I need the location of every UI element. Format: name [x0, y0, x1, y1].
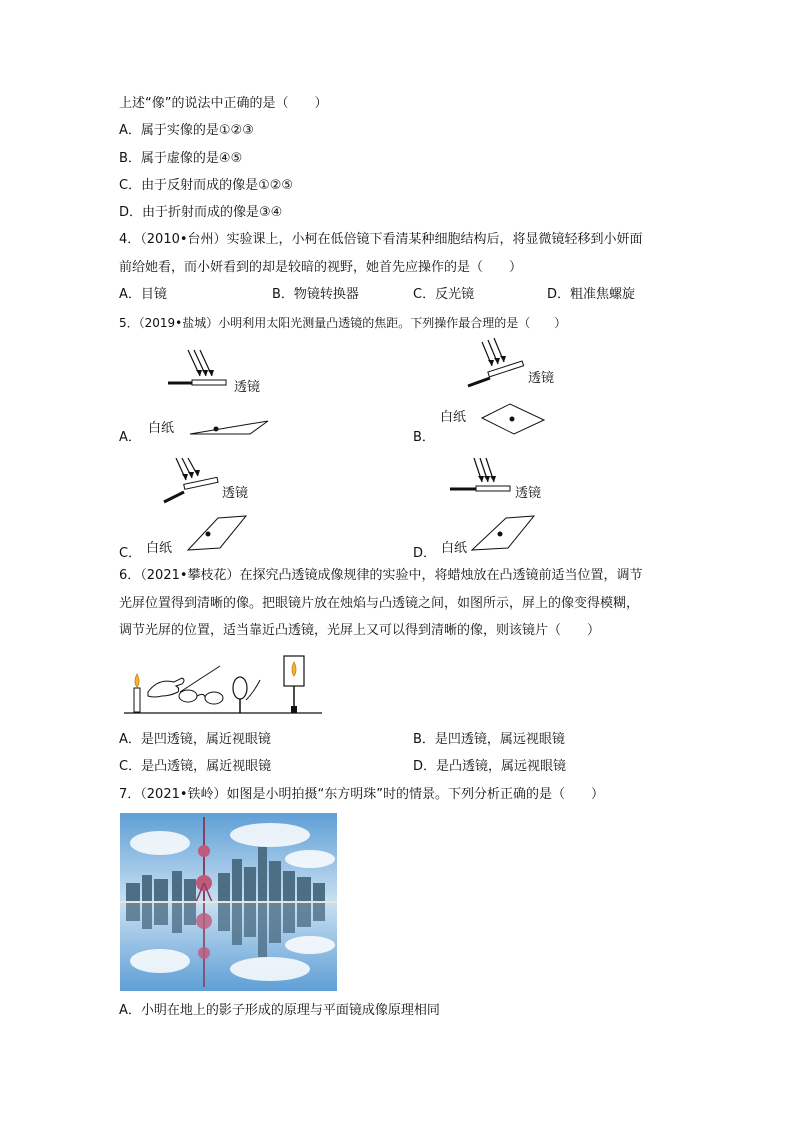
q6-option-a: A．是凹透镜，属近视眼镜 [119, 732, 271, 747]
q4-option-b: B．物镜转换器 [272, 287, 359, 302]
q5-c-lens-label: 透镜 [222, 486, 249, 501]
q4-option-d: D．粗准焦螺旋 [547, 287, 636, 302]
q5-a-letter: A． [119, 430, 141, 445]
q6-option-b: B．是凹透镜，属远视眼镜 [413, 732, 565, 747]
q5-b-letter: B． [413, 430, 435, 445]
q3-option-c: C．由于反射而成的像是①②⑤ [119, 178, 294, 193]
q6-figure-candle-lens-screen [122, 652, 328, 718]
q5-d-letter: D． [413, 546, 437, 561]
q4-option-c: C．反光镜 [413, 287, 475, 302]
q5-b-lens-label: 透镜 [528, 371, 555, 386]
q5-c-letter: C． [119, 546, 142, 561]
q3-option-b: B．属于虚像的是④⑤ [119, 151, 243, 166]
q5-c-paper-label: 白纸 [146, 541, 173, 556]
q5-d-lens-label: 透镜 [515, 486, 542, 501]
q5-a-paper-label: 白纸 [148, 421, 175, 436]
q3-option-a: A．属于实像的是①②③ [119, 123, 254, 138]
q5-figure-b [462, 336, 562, 436]
q3-stem: 上述“像”的说法中正确的是（ ） [119, 96, 328, 111]
q5-figure-c [160, 454, 270, 554]
q6-option-c: C．是凸透镜，属近视眼镜 [119, 759, 272, 774]
q5-a-lens-label: 透镜 [234, 380, 261, 395]
q6-stem-line-1: 6．（2021•攀枝花）在探究凸透镜成像规律的实验中，将蜡烛放在凸透镜前适当位置，调节 [119, 568, 643, 583]
q4-stem-line-2: 前给她看，而小妍看到的却是较暗的视野，她首先应操作的是（ ） [119, 260, 523, 275]
q3-option-d: D．由于折射而成的像是③④ [119, 205, 283, 220]
q6-stem-line-2: 光屏位置得到清晰的像。把眼镜片放在烛焰与凸透镜之间，如图所示，屏上的像变得模糊， [119, 596, 640, 611]
q7-option-a: A．小明在地上的影子形成的原理与平面镜成像原理相同 [119, 1003, 440, 1018]
q4-option-a: A．目镜 [119, 287, 167, 302]
q7-stem: 7．（2021•铁岭）如图是小明拍摄“东方明珠”时的情景。下列分析正确的是（ ） [119, 787, 604, 802]
q5-stem: 5．（2019•盐城）小明利用太阳光测量凸透镜的焦距。下列操作最合理的是（ ） [119, 316, 567, 330]
q5-b-paper-label: 白纸 [440, 410, 467, 425]
q4-stem-line-1: 4．（2010•台州）实验课上，小柯在低倍镜下看清某种细胞结构后，将显微镜轻移到小妍面 [119, 232, 643, 247]
q5-d-paper-label: 白纸 [441, 541, 468, 556]
q6-stem-line-3: 调节光屏的位置，适当靠近凸透镜，光屏上又可以得到清晰的像，则该镜片（ ） [119, 623, 601, 638]
q7-photo-oriental-pearl-tower [120, 813, 337, 991]
q6-option-d: D．是凸透镜，属远视眼镜 [413, 759, 567, 774]
q5-figure-a [160, 346, 280, 436]
